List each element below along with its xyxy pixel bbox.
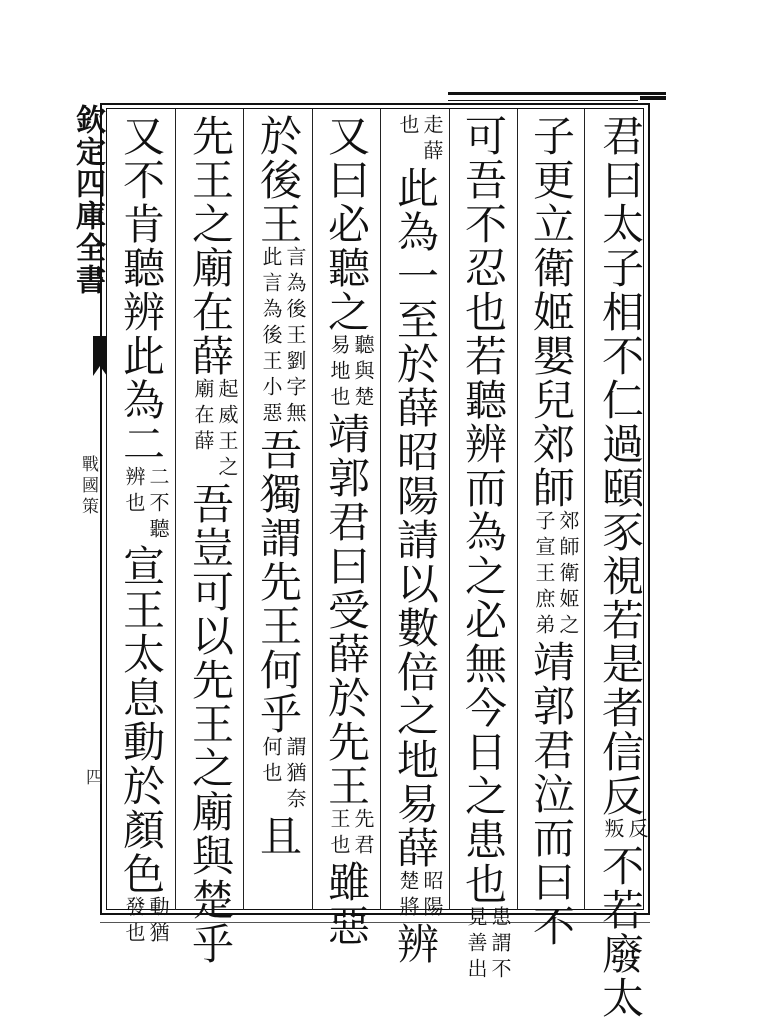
main-text: 子更立衛姬嬰兒郊師: [527, 114, 576, 510]
top-rule: [448, 92, 666, 95]
text-column-3: [454, 114, 512, 984]
volume-title: 戰國策: [78, 455, 98, 518]
main-text: 此為一至於薛昭陽請以數倍之地易薛: [391, 166, 440, 870]
main-text: 辨: [391, 922, 440, 966]
column-divider: [380, 109, 381, 910]
main-text: 先王之廟在薛: [186, 114, 235, 378]
annotation-note: 動猶發也: [122, 896, 170, 948]
main-text: 吾獨謂先王何乎: [254, 428, 303, 736]
column-divider: [243, 109, 244, 910]
annotation-note: 郊師衛姬之子宣王庶弟: [532, 510, 580, 640]
annotation-note: 走薛也: [396, 114, 444, 166]
text-column-5: [317, 114, 375, 948]
top-rule-thin: [448, 100, 638, 101]
annotation-note: 言為後王劉字無此言為後王小惡: [259, 246, 307, 428]
column-divider: [175, 109, 176, 910]
annotation-note: 二不聽辨也: [122, 466, 170, 544]
annotation-note: 先君王也: [327, 808, 375, 860]
column-divider: [312, 109, 313, 910]
text-column-7: [181, 114, 239, 966]
annotation-note: 聽與楚易地也: [327, 334, 375, 412]
collection-title: 欽定四庫全書: [70, 104, 105, 296]
main-text: 可吾不忍也若聽辨而為之必無今日之患也: [459, 114, 508, 906]
main-text: 雖惡: [322, 860, 371, 948]
main-text: 又不肯聽辨此為二: [117, 114, 166, 466]
text-column-2: [522, 114, 580, 948]
column-divider: [517, 109, 518, 910]
text-column-4: [386, 114, 444, 966]
annotation-note: 起威王之廟在薛: [191, 378, 239, 482]
text-column-1: [591, 114, 649, 1020]
main-text: 於後王: [254, 114, 303, 246]
main-text: 不若廢太: [596, 844, 645, 1020]
annotation-note: 昭陽楚將: [396, 870, 444, 922]
page-number: 四: [82, 768, 102, 785]
annotation-note: 謂猶奈何也: [259, 736, 307, 814]
annotation-note: 反叛: [601, 818, 649, 844]
main-text: 君曰太子相不仁過頤豕視若是者信反: [596, 114, 645, 818]
fish-tail-icon: [93, 336, 107, 376]
main-text: 且: [254, 814, 303, 858]
column-divider: [584, 109, 585, 910]
main-text: 靖郭君泣而曰不: [527, 640, 576, 948]
main-text: 靖郭君曰受薛於先王: [322, 412, 371, 808]
main-text: 又曰必聽之: [322, 114, 371, 334]
annotation-note: 患謂不見善出: [464, 906, 512, 984]
column-divider: [449, 109, 450, 910]
main-text: 宣王太息動於顏色: [117, 544, 166, 896]
text-column-6: [249, 114, 307, 909]
text-column-8: [112, 114, 170, 948]
main-text: 吾豈可以先王之廟與楚乎: [186, 482, 235, 966]
top-rule-mark: [640, 96, 666, 100]
